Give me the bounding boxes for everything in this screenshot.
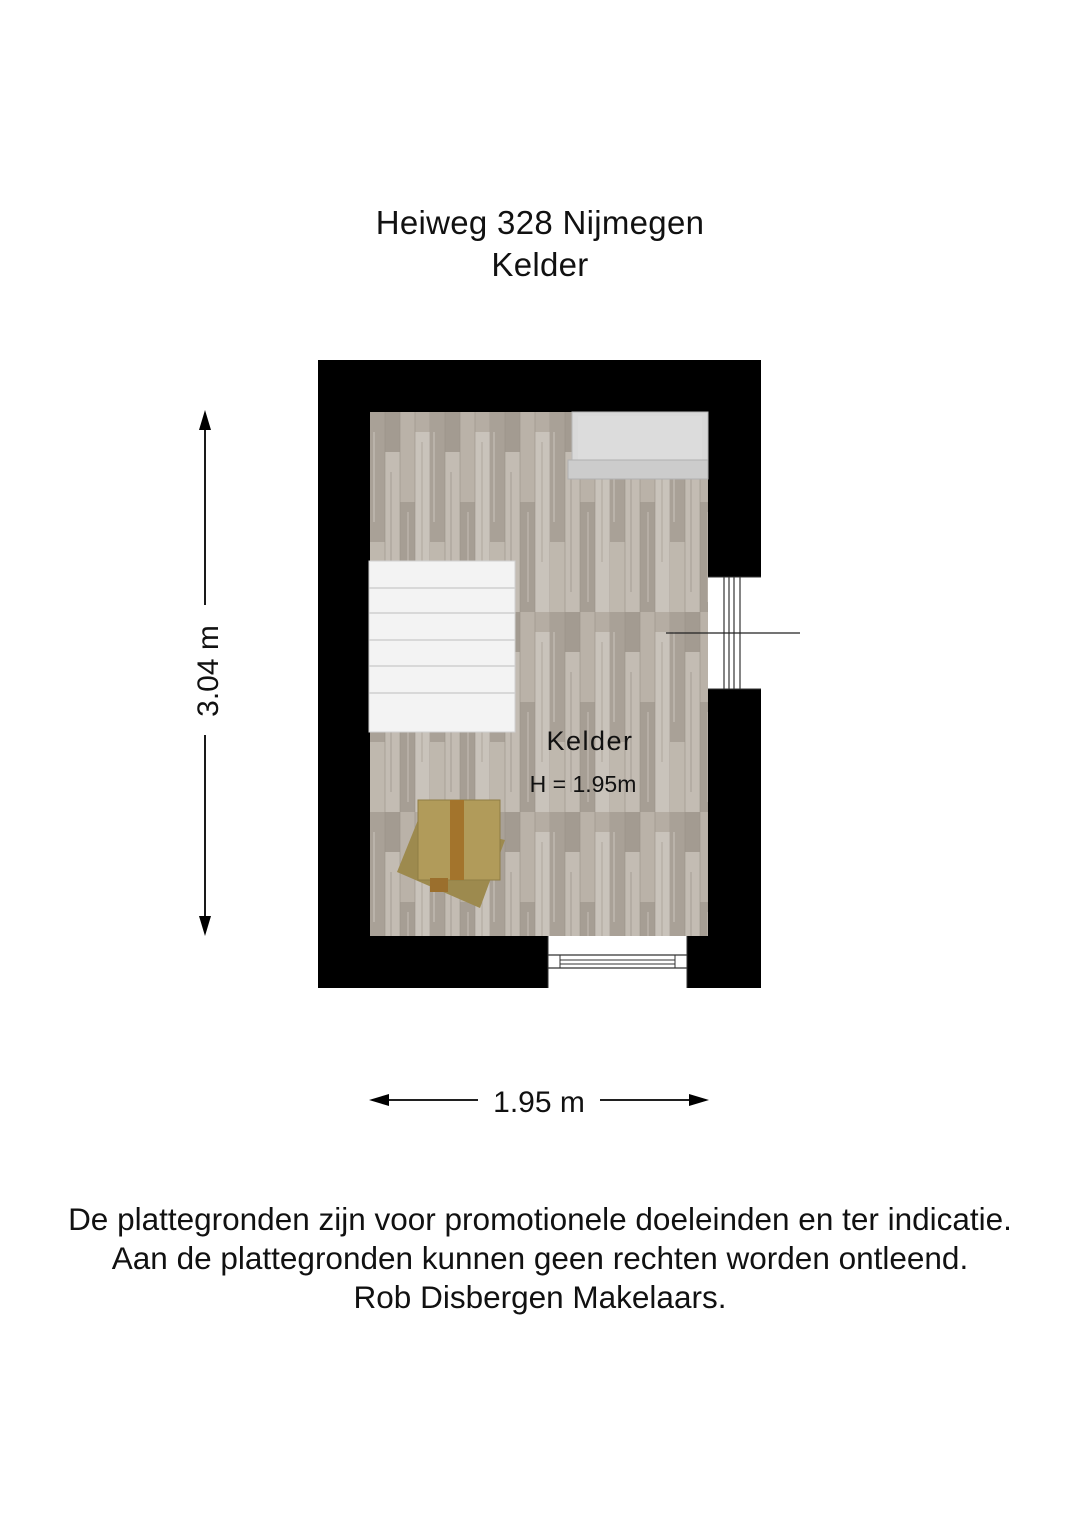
stairs bbox=[369, 561, 515, 732]
floor-title: Kelder bbox=[491, 246, 589, 283]
address-title: Heiweg 328 Nijmegen bbox=[375, 204, 705, 241]
window-bottom bbox=[548, 936, 687, 988]
disclaimer-line-3: Rob Disbergen Makelaars. bbox=[353, 1279, 727, 1315]
horizontal-dimension-label: 1.95 m bbox=[493, 1086, 585, 1119]
disclaimer-line-2: Aan de plattegronden kunnen geen rechten worden ontleend. bbox=[111, 1240, 969, 1276]
disclaimer-line-1: De plattegronden zijn voor promotionele doeleinden en ter indicatie. bbox=[68, 1201, 1012, 1237]
room-name: Kelder bbox=[546, 726, 634, 756]
sink bbox=[568, 412, 708, 479]
room-height: H = 1.95m bbox=[529, 771, 637, 797]
disclaimer bbox=[0, 1200, 1080, 1317]
vertical-dimension-label: 3.04 m bbox=[192, 625, 225, 717]
